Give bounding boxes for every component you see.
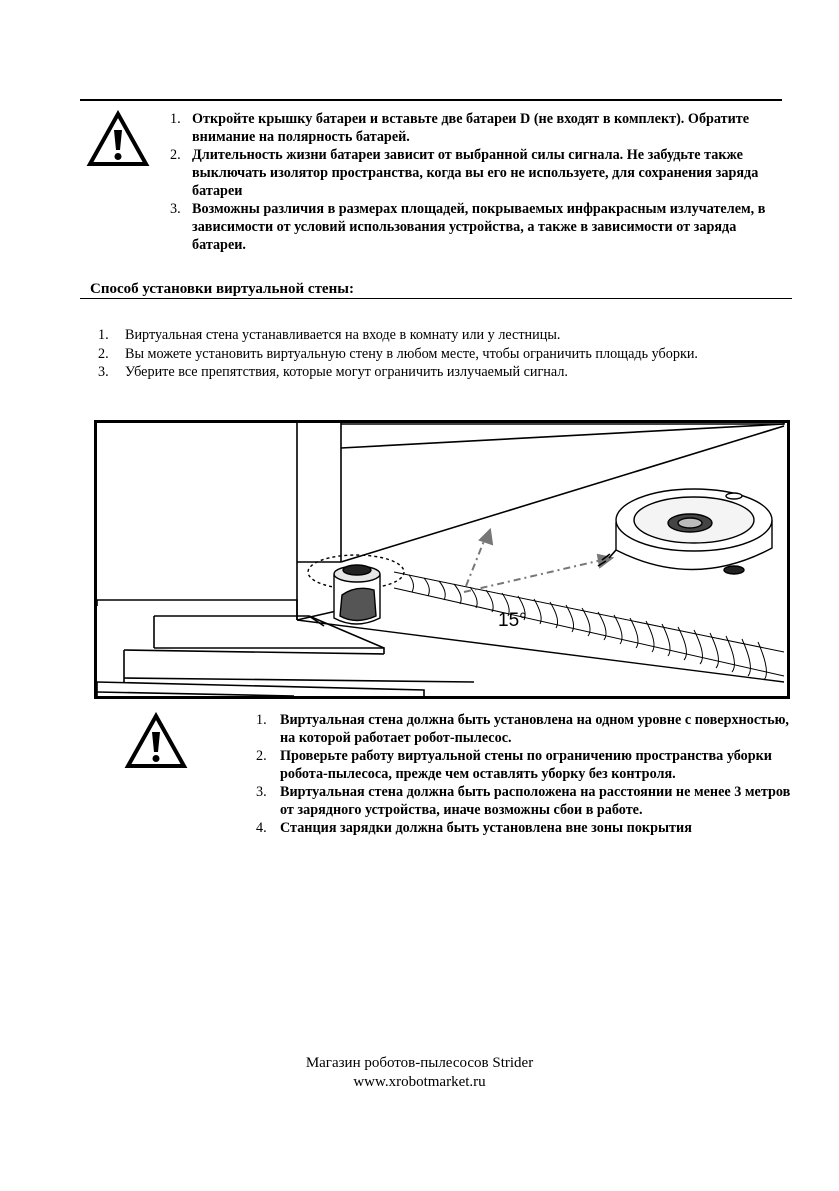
list-item: 4. Станция зарядки должна быть установлена вне зоны покрытия <box>256 820 692 836</box>
list-item: 2. Вы можете установить виртуальную стену в любом месте, чтобы ограничить площадь уборки. <box>98 345 698 362</box>
footer-url: www.xrobotmarket.ru <box>353 1074 486 1090</box>
list-item: 2. Проверьте работу виртуальной стены по ограничению пространства уборки робота-пылесоса, прежде чем оставлять уборку без контроля. <box>256 748 772 782</box>
warning-icon <box>124 712 188 770</box>
angle-label: 15° <box>498 610 527 631</box>
virtual-wall-illustration <box>94 420 790 699</box>
footer-store-name: Магазин роботов-пылесосов Strider <box>305 1055 534 1071</box>
list-item: 3. Виртуальная стена должна быть расположена на расстоянии не менее 3 метров от зарядного устройства, иначе возможны сбои в работе. <box>256 784 791 818</box>
list-item: 1. Откройте крышку батареи и вставьте две батареи D (не входят в комплект). Обратите внимание на полярность батарей. <box>170 111 750 145</box>
list-item: 1. Виртуальная стена должна быть установлена на одном уровне с поверхностью, на которой работает робот-пылесос. <box>256 712 789 746</box>
list-item: 2. Длительность жизни батареи зависит от выбранной силы сигнала. Не забудьте также выключать изолятор пространства, когда вы его не используете, для сохранения заряда батареи <box>170 147 759 199</box>
install-steps-list <box>98 326 778 382</box>
top-divider <box>80 99 782 101</box>
placement-warnings-list <box>256 711 796 837</box>
list-item: 3. Возможны различия в размерах площадей, покрываемых инфракрасным излучателем, в зависимости от условий использования устройства, а также в зависимости от заряда батареи. <box>170 201 766 253</box>
battery-warnings-list <box>170 110 770 254</box>
section-divider <box>80 298 792 299</box>
warning-icon <box>86 110 150 168</box>
list-item: 3. Уберите все препятствия, которые могут ограничить излучаемый сигнал. <box>98 364 568 380</box>
section-title: Способ установки виртуальной стены: <box>90 281 354 297</box>
list-item: 1. Виртуальная стена устанавливается на входе в комнату или у лестницы. <box>98 327 561 343</box>
